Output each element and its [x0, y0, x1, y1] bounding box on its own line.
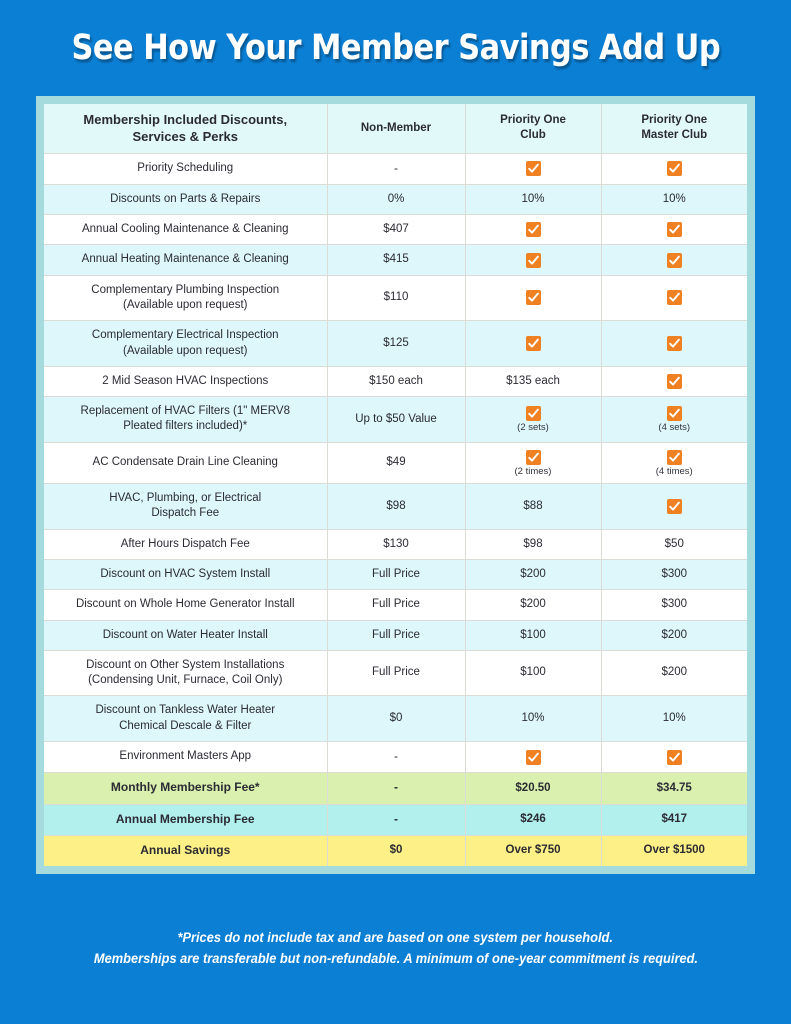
- row-feature-line2: (Available upon request): [123, 344, 248, 357]
- non-member-value: $98: [386, 499, 406, 512]
- priority-one-club-value: 10%: [521, 192, 545, 205]
- table-row: [44, 773, 747, 804]
- row-feature-line2: Chemical Descale & Filter: [119, 719, 252, 732]
- cell-priority-one-master-club: [601, 650, 747, 696]
- check-icon: [667, 374, 682, 389]
- priority-one-master-club-value: 10%: [662, 192, 686, 205]
- cell-non-member: [327, 650, 465, 696]
- cell-priority-one-club: [465, 366, 601, 396]
- cell-non-member: [327, 215, 465, 245]
- check-icon: [526, 750, 541, 765]
- column-header-priority-one-master-club: [601, 104, 747, 153]
- non-member-value: $150 each: [369, 374, 423, 387]
- priority-one-master-club-check-wrap: [608, 336, 742, 351]
- priority-one-club-value: Over $750: [505, 844, 561, 857]
- cell-non-member: [327, 442, 465, 484]
- row-feature-label: [44, 184, 327, 214]
- non-member-dash: -: [394, 160, 398, 175]
- table-row: [44, 215, 747, 245]
- column-header-p1m-line2: Master Club: [641, 129, 708, 142]
- cell-priority-one-master-club: [601, 215, 747, 245]
- cell-non-member: [327, 484, 465, 530]
- priority-one-club-check-wrap: [472, 750, 595, 765]
- row-feature-line1: 2 Mid Season HVAC Inspections: [102, 374, 269, 387]
- priority-one-club-value: $88: [523, 499, 543, 512]
- cell-priority-one-master-club: [601, 184, 747, 214]
- table-row: [44, 366, 747, 396]
- cell-priority-one-master-club: [601, 804, 747, 835]
- non-member-value: Full Price: [372, 628, 420, 641]
- cell-non-member: [327, 275, 465, 321]
- table-row: [44, 397, 747, 443]
- row-feature-line1: AC Condensate Drain Line Cleaning: [92, 456, 278, 469]
- cell-non-member: [327, 741, 465, 772]
- row-feature-label: [44, 484, 327, 530]
- cell-priority-one-master-club: [601, 153, 747, 184]
- footer-line-2: Memberships are transferable but non-refundable. A minimum of one-year commitment is required.: [93, 950, 698, 966]
- cell-priority-one-master-club: [601, 275, 747, 321]
- row-feature-line1: Priority Scheduling: [137, 162, 234, 175]
- check-icon: [526, 450, 541, 465]
- check-icon: [526, 336, 541, 351]
- non-member-dash: -: [394, 811, 398, 826]
- cell-priority-one-club: [465, 620, 601, 650]
- table-row: [44, 484, 747, 530]
- row-feature-line1: Annual Cooling Maintenance & Cleaning: [81, 223, 289, 236]
- footer-line-1: *Prices do not include tax and are based on one system per household.: [177, 929, 614, 945]
- cell-priority-one-master-club: [601, 397, 747, 443]
- cell-non-member: [327, 366, 465, 396]
- cell-priority-one-club: [465, 804, 601, 835]
- priority-one-master-club-check-wrap: [608, 374, 742, 389]
- row-feature-label: [44, 397, 327, 443]
- cell-priority-one-master-club: [601, 620, 747, 650]
- priority-one-master-club-check-wrap: [608, 750, 742, 765]
- priority-one-club-value: $20.50: [515, 781, 551, 794]
- check-icon: [526, 222, 541, 237]
- cell-priority-one-club: [465, 484, 601, 530]
- row-feature-label: [44, 773, 327, 804]
- row-feature-label: [44, 650, 327, 696]
- cell-non-member: [327, 397, 465, 443]
- priority-one-master-club-check-wrap: [608, 290, 742, 305]
- row-feature-label: [44, 215, 327, 245]
- check-icon: [667, 253, 682, 268]
- cell-priority-one-master-club: [601, 835, 747, 865]
- table-row: [44, 590, 747, 620]
- cell-priority-one-club: [465, 184, 601, 214]
- non-member-value: $49: [386, 456, 406, 469]
- check-icon: [526, 253, 541, 268]
- cell-priority-one-club: [465, 590, 601, 620]
- table-header-row: [44, 104, 747, 153]
- row-feature-label: [44, 620, 327, 650]
- priority-one-club-check-note: (2 sets): [517, 422, 549, 434]
- table-row: [44, 560, 747, 590]
- row-feature-line1: Annual Savings: [140, 842, 231, 857]
- row-feature-line1: Complementary Plumbing Inspection: [91, 283, 280, 296]
- cell-priority-one-club: [465, 741, 601, 772]
- row-feature-line2: Pleated filters included)*: [123, 420, 248, 433]
- priority-one-master-club-check-wrap: [608, 161, 742, 176]
- priority-one-club-value: 10%: [521, 712, 545, 725]
- check-icon: [526, 406, 541, 421]
- cell-non-member: [327, 560, 465, 590]
- priority-one-master-club-check-wrap: [608, 406, 742, 433]
- non-member-dash: -: [394, 748, 398, 763]
- check-icon: [667, 406, 682, 421]
- cell-non-member: [327, 184, 465, 214]
- priority-one-master-club-check-wrap: [608, 450, 742, 477]
- cell-priority-one-master-club: [601, 321, 747, 367]
- row-feature-line2: (Available upon request): [123, 298, 248, 311]
- cell-priority-one-club: [465, 442, 601, 484]
- table-row: [44, 442, 747, 484]
- non-member-value: $110: [383, 291, 409, 304]
- table-header: [44, 104, 747, 153]
- cell-priority-one-master-club: [601, 560, 747, 590]
- membership-comparison-table: [44, 104, 747, 866]
- column-header-non-member: Non-Member: [327, 104, 465, 153]
- row-feature-line1: Replacement of HVAC Filters (1" MERV8: [80, 405, 290, 418]
- non-member-value: Full Price: [372, 598, 420, 611]
- priority-one-master-club-value: $34.75: [656, 781, 692, 794]
- priority-one-club-value: $135 each: [506, 374, 560, 387]
- cell-priority-one-club: [465, 321, 601, 367]
- row-feature-line1: Discount on Whole Home Generator Install: [75, 598, 295, 611]
- row-feature-line1: HVAC, Plumbing, or Electrical: [109, 492, 262, 505]
- row-feature-line1: Annual Membership Fee: [115, 811, 255, 826]
- row-feature-label: [44, 696, 327, 742]
- cell-priority-one-club: [465, 397, 601, 443]
- row-feature-label: [44, 321, 327, 367]
- title-bar: [0, 0, 791, 96]
- priority-one-master-club-value: 10%: [662, 712, 686, 725]
- cell-non-member: [327, 590, 465, 620]
- column-header-priority-one-club: [465, 104, 601, 153]
- cell-priority-one-master-club: [601, 442, 747, 484]
- non-member-value: Up to $50 Value: [355, 412, 437, 425]
- priority-one-club-check-wrap: [472, 222, 595, 237]
- table-row: [44, 804, 747, 835]
- priority-one-club-check-wrap: [472, 290, 595, 305]
- table-row: [44, 275, 747, 321]
- cell-priority-one-master-club: [601, 484, 747, 530]
- row-feature-line1: After Hours Dispatch Fee: [120, 537, 250, 550]
- cell-priority-one-master-club: [601, 696, 747, 742]
- cell-priority-one-club: [465, 835, 601, 865]
- page-title: See How Your Member Savings Add Up: [71, 28, 720, 68]
- check-icon: [526, 290, 541, 305]
- priority-one-master-club-value: $200: [661, 666, 688, 679]
- cell-priority-one-master-club: [601, 773, 747, 804]
- row-feature-line1: Complementary Electrical Inspection: [91, 329, 279, 342]
- priority-one-master-club-check-wrap: [608, 253, 742, 268]
- column-header-p1-line1: Priority One: [500, 114, 566, 126]
- footer-disclaimer: [0, 874, 791, 1024]
- non-member-value: $407: [383, 223, 409, 236]
- priority-one-club-value: $100: [520, 666, 546, 679]
- cell-priority-one-club: [465, 275, 601, 321]
- priority-one-club-check-wrap: [472, 406, 595, 433]
- priority-one-master-club-value: $300: [661, 568, 688, 580]
- table-row: [44, 835, 747, 865]
- table-row: [44, 153, 747, 184]
- row-feature-label: [44, 366, 327, 396]
- non-member-value: $0: [389, 844, 403, 857]
- priority-one-master-club-value: $300: [661, 598, 688, 611]
- check-icon: [667, 750, 682, 765]
- non-member-value: $125: [383, 336, 409, 349]
- non-member-value: $415: [383, 253, 409, 266]
- table-row: [44, 321, 747, 367]
- check-icon: [667, 290, 682, 305]
- cell-priority-one-club: [465, 245, 601, 275]
- cell-priority-one-club: [465, 773, 601, 804]
- row-feature-line1: Discount on Other System Installations: [86, 658, 285, 671]
- cell-priority-one-club: [465, 560, 601, 590]
- row-feature-line2: (Condensing Unit, Furnace, Coil Only): [88, 674, 283, 687]
- column-header-p1m-line1: Priority One: [641, 114, 708, 126]
- cell-priority-one-master-club: [601, 529, 747, 559]
- row-feature-line1: Environment Masters App: [119, 750, 252, 763]
- priority-one-master-club-check-wrap: [608, 222, 742, 237]
- row-feature-label: [44, 590, 327, 620]
- non-member-value: Full Price: [372, 568, 420, 580]
- table-body: [44, 153, 747, 866]
- priority-one-club-value: $246: [520, 813, 546, 826]
- non-member-value: $130: [383, 537, 409, 550]
- row-feature-line1: Discount on Water Heater Install: [102, 628, 268, 641]
- row-feature-line1: Discount on HVAC System Install: [100, 568, 271, 580]
- table-row: [44, 741, 747, 772]
- row-feature-line1: Monthly Membership Fee*: [110, 780, 260, 795]
- column-header-features: [44, 104, 327, 153]
- cell-priority-one-club: [465, 153, 601, 184]
- column-header-features-line1: Membership Included Discounts,: [83, 112, 288, 127]
- cell-non-member: [327, 696, 465, 742]
- priority-one-master-club-check-wrap: [608, 499, 742, 514]
- column-header-p1-line2: Club: [520, 129, 546, 142]
- check-icon: [667, 222, 682, 237]
- cell-priority-one-club: [465, 696, 601, 742]
- priority-one-master-club-check-note: (4 times): [655, 465, 693, 477]
- cell-non-member: [327, 321, 465, 367]
- cell-priority-one-master-club: [601, 590, 747, 620]
- priority-one-club-check-wrap: [472, 336, 595, 351]
- cell-non-member: [327, 245, 465, 275]
- row-feature-line1: Annual Heating Maintenance & Cleaning: [81, 253, 289, 266]
- non-member-value: Full Price: [372, 666, 420, 679]
- priority-one-master-club-value: Over $1500: [643, 844, 705, 857]
- cell-priority-one-club: [465, 650, 601, 696]
- table-row: [44, 620, 747, 650]
- table-row: [44, 529, 747, 559]
- row-feature-label: [44, 153, 327, 184]
- priority-one-club-check-wrap: [472, 161, 595, 176]
- cell-non-member: [327, 835, 465, 865]
- cell-priority-one-club: [465, 215, 601, 245]
- cell-priority-one-master-club: [601, 741, 747, 772]
- row-feature-label: [44, 835, 327, 865]
- row-feature-label: [44, 560, 327, 590]
- non-member-dash: -: [394, 780, 398, 795]
- priority-one-club-value: $200: [520, 598, 546, 611]
- priority-one-club-check-wrap: [472, 253, 595, 268]
- cell-non-member: [327, 804, 465, 835]
- cell-priority-one-club: [465, 529, 601, 559]
- row-feature-label: [44, 529, 327, 559]
- priority-one-master-club-value: $200: [661, 628, 688, 641]
- row-feature-line1: Discounts on Parts & Repairs: [110, 192, 261, 205]
- table-row: [44, 696, 747, 742]
- row-feature-label: [44, 245, 327, 275]
- cell-non-member: [327, 529, 465, 559]
- row-feature-line1: Discount on Tankless Water Heater: [95, 704, 276, 717]
- cell-non-member: [327, 620, 465, 650]
- non-member-value: $0: [389, 712, 403, 725]
- priority-one-club-value: $100: [520, 628, 546, 641]
- table-row: [44, 650, 747, 696]
- priority-one-club-check-wrap: [472, 450, 595, 477]
- comparison-table-frame: [36, 96, 755, 874]
- non-member-value: 0%: [387, 192, 405, 205]
- cell-priority-one-master-club: [601, 245, 747, 275]
- row-feature-label: [44, 442, 327, 484]
- priority-one-club-check-note: (2 times): [514, 465, 552, 477]
- row-feature-label: [44, 741, 327, 772]
- row-feature-line2: Dispatch Fee: [151, 507, 220, 520]
- column-header-features-line2: Services & Perks: [132, 129, 239, 145]
- check-icon: [526, 161, 541, 176]
- row-feature-label: [44, 275, 327, 321]
- row-feature-label: [44, 804, 327, 835]
- priority-one-master-club-value: $50: [664, 537, 684, 550]
- priority-one-club-value: $200: [520, 568, 546, 580]
- cell-non-member: [327, 153, 465, 184]
- priority-one-master-club-check-note: (4 sets): [658, 422, 691, 434]
- cell-priority-one-master-club: [601, 366, 747, 396]
- check-icon: [667, 450, 682, 465]
- check-icon: [667, 336, 682, 351]
- table-row: [44, 184, 747, 214]
- check-icon: [667, 499, 682, 514]
- priority-one-master-club-value: $417: [661, 813, 688, 826]
- table-row: [44, 245, 747, 275]
- cell-non-member: [327, 773, 465, 804]
- check-icon: [667, 161, 682, 176]
- priority-one-club-value: $98: [523, 537, 543, 550]
